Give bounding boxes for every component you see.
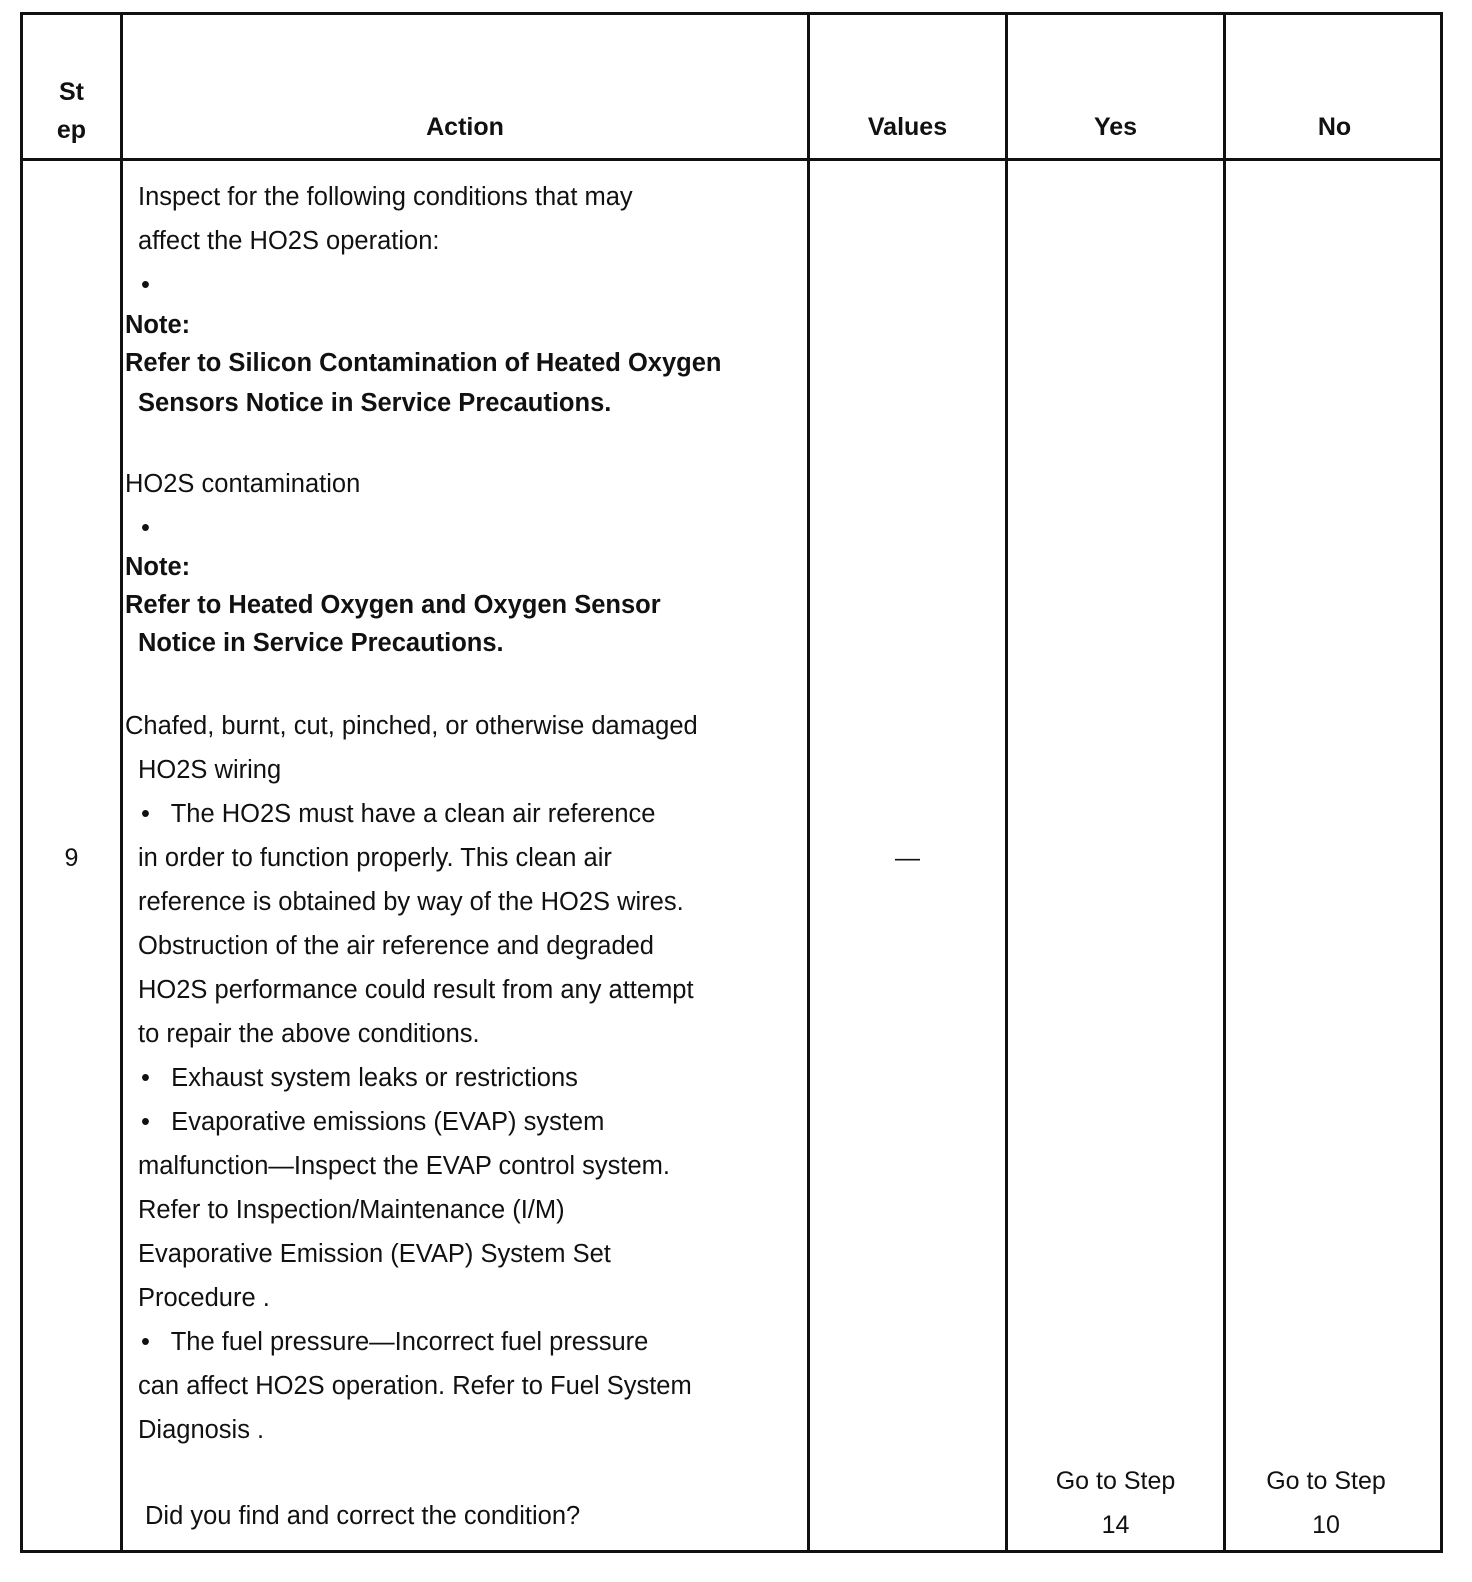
action-line: affect the HO2S operation: xyxy=(138,227,440,255)
bullet: • xyxy=(141,271,150,299)
action-line: • Exhaust system leaks or restrictions xyxy=(141,1064,578,1092)
action-line: Diagnosis . xyxy=(138,1416,265,1444)
bullet: • xyxy=(141,514,150,542)
action-line: • Evaporative emissions (EVAP) system xyxy=(141,1108,605,1136)
header-action: Action xyxy=(426,113,504,141)
header-step: St ep xyxy=(56,78,87,144)
header-values: Values xyxy=(867,113,948,141)
note-text: Sensors Notice in Service Precautions. xyxy=(138,389,612,417)
action-line: Obstruction of the air reference and degraded xyxy=(138,932,654,960)
col-divider xyxy=(1223,15,1226,1550)
yes-cell: Go to Step 14 xyxy=(1055,1467,1176,1539)
action-line: can affect HO2S operation. Refer to Fuel System xyxy=(138,1372,692,1400)
action-line: Refer to Inspection/Maintenance (I/M) xyxy=(138,1196,565,1224)
note-label: Note: xyxy=(125,553,191,581)
values-cell: — xyxy=(895,844,920,872)
action-line: in order to function properly. This clean air xyxy=(138,844,612,872)
action-line: • The HO2S must have a clean air reference xyxy=(141,800,656,828)
no-cell: Go to Step 10 xyxy=(1266,1467,1386,1539)
header-yes: Yes xyxy=(1093,113,1138,141)
action-line: Inspect for the following conditions that may xyxy=(138,183,633,211)
question-line: Did you find and correct the condition? xyxy=(145,1502,581,1530)
col-divider xyxy=(1005,15,1008,1550)
diagnostic-table xyxy=(20,12,1443,1553)
col-divider xyxy=(120,15,123,1550)
action-line: HO2S contamination xyxy=(125,470,361,498)
action-line: malfunction—Inspect the EVAP control system. xyxy=(138,1152,670,1180)
header-no: No xyxy=(1317,113,1352,141)
action-line: Evaporative Emission (EVAP) System Set xyxy=(138,1240,611,1268)
action-line: Procedure . xyxy=(138,1284,270,1312)
note-text: Refer to Silicon Contamination of Heated Oxygen xyxy=(125,349,722,377)
note-text: Refer to Heated Oxygen and Oxygen Sensor xyxy=(125,591,661,619)
action-line: to repair the above conditions. xyxy=(138,1020,480,1048)
action-line: HO2S wiring xyxy=(138,756,282,784)
action-line: • The fuel pressure—Incorrect fuel pressure xyxy=(141,1328,649,1356)
header-divider xyxy=(23,158,1440,161)
step-number: 9 xyxy=(64,844,79,872)
action-line: reference is obtained by way of the HO2S wires. xyxy=(138,888,684,916)
note-label: Note: xyxy=(125,311,191,339)
col-divider xyxy=(807,15,810,1550)
note-text: Notice in Service Precautions. xyxy=(138,629,504,657)
action-line: Chafed, burnt, cut, pinched, or otherwise damaged xyxy=(125,712,698,740)
action-line: HO2S performance could result from any attempt xyxy=(138,976,694,1004)
